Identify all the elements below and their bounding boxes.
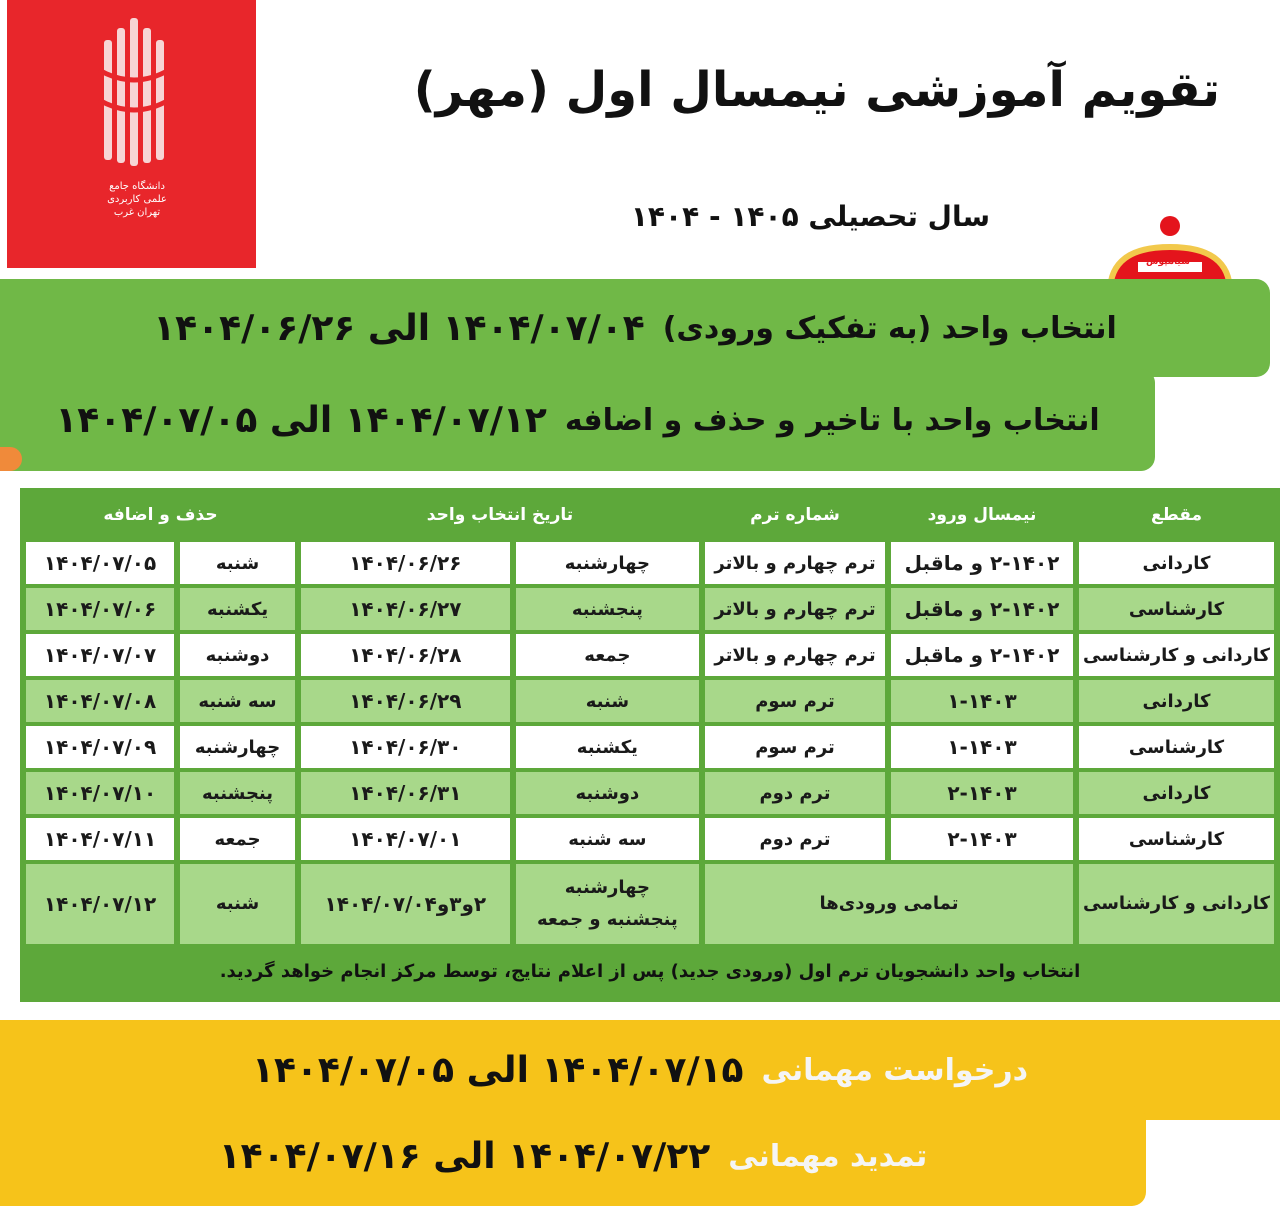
table-row: [26, 818, 1274, 860]
cell-selection-day: دوشنبه: [516, 772, 699, 814]
table-row: [26, 634, 1274, 676]
cell-level: کاردانی: [1079, 542, 1274, 584]
course-selection-banner: [0, 279, 1270, 377]
cell-level: کارشناسی: [1079, 818, 1274, 860]
guest-request-label: درخواست مهمانی: [761, 1052, 1028, 1088]
university-emblem-icon: [7, 0, 256, 268]
cell-add-drop-day: یکشنبه: [180, 588, 295, 630]
cell-selection-date: ۱۴۰۴/۰۶/۲۹: [301, 680, 510, 722]
cell-entry: ۲-۱۴۰۲ و ماقبل: [891, 634, 1073, 676]
new-students-note: انتخاب واحد دانشجویان ترم اول (ورودی جدید) پس از اعلام نتایج، توسط مرکز انجام خواهد گردید.: [219, 961, 1081, 982]
cell-level: کارشناسی: [1079, 588, 1274, 630]
page-title: تقویم آموزشی نیمسال اول (مهر): [413, 62, 1220, 118]
guest-extension-dates: ۱۴۰۴/۰۷/۲۲ الی ۱۴۰۴/۰۷/۱۶: [218, 1135, 711, 1177]
guest-extension-label: تمدید مهمانی: [728, 1138, 928, 1174]
course-selection-label: انتخاب واحد (به تفکیک ورودی): [662, 310, 1117, 346]
cell-add-drop-date: ۱۴۰۴/۰۷/۰۸: [26, 680, 174, 722]
cell-level: کارشناسی: [1079, 726, 1274, 768]
late-selection-dates: ۱۴۰۴/۰۷/۱۲ الی ۱۴۰۴/۰۷/۰۵: [55, 399, 547, 441]
late-selection-label: انتخاب واحد با تاخیر و حذف و اضافه: [564, 402, 1100, 438]
cell-add-drop-day: شنبه: [180, 542, 295, 584]
cell-add-drop-day: چهارشنبه: [180, 726, 295, 768]
table-row: [26, 542, 1274, 584]
header-selection-date: تاریخ انتخاب واحد: [426, 505, 574, 525]
university-name: دانشگاه جامع علمی کاربردی تهران غرب: [107, 181, 167, 218]
cell-entry-term: تمامی ورودی‌ها: [705, 864, 1073, 944]
cell-add-drop-date: ۱۴۰۴/۰۷/۰۵: [26, 542, 174, 584]
guest-request-dates: ۱۴۰۴/۰۷/۱۵ الی ۱۴۰۴/۰۷/۰۵: [252, 1049, 744, 1091]
cell-add-drop-date: ۱۴۰۴/۰۷/۰۶: [26, 588, 174, 630]
cell-add-drop-date: ۱۴۰۴/۰۷/۰۷: [26, 634, 174, 676]
cell-term: ترم سوم: [705, 726, 885, 768]
header-level: مقطع: [1151, 505, 1202, 525]
cell-add-drop-date: ۱۴۰۴/۰۷/۱۲: [26, 864, 174, 944]
cell-add-drop-day: پنجشنبه: [180, 772, 295, 814]
guest-request-banner: [0, 1020, 1280, 1120]
cell-term: ترم چهارم و بالاتر: [705, 542, 885, 584]
cell-entry: ۱-۱۴۰۳: [891, 726, 1073, 768]
cell-entry: ۲-۱۴۰۳: [891, 818, 1073, 860]
selection-day-line2: پنجشنبه و جمعه: [536, 909, 678, 930]
cell-term: ترم دوم: [705, 772, 885, 814]
cell-level: کاردانی و کارشناسی: [1079, 864, 1274, 944]
cell-add-drop-day: دوشنبه: [180, 634, 295, 676]
selection-day-line1: چهارشنبه: [564, 877, 651, 898]
cell-selection-date: ۱۴۰۴/۰۷/۰۱: [301, 818, 510, 860]
table-row: [26, 772, 1274, 814]
table-row-all-entries: [26, 864, 1274, 944]
cell-selection-day: یکشنبه: [516, 726, 699, 768]
cell-term: ترم چهارم و بالاتر: [705, 634, 885, 676]
cell-selection-date: ۲و۳و۱۴۰۴/۰۷/۰۴: [301, 864, 510, 944]
cell-level: کاردانی و کارشناسی: [1079, 634, 1274, 676]
cell-selection-date: ۱۴۰۴/۰۶/۲۸: [301, 634, 510, 676]
cell-add-drop-date: ۱۴۰۴/۰۷/۱۰: [26, 772, 174, 814]
cell-term: ترم سوم: [705, 680, 885, 722]
cell-entry: ۲-۱۴۰۲ و ماقبل: [891, 588, 1073, 630]
header-term: شماره ترم: [750, 505, 840, 525]
guest-extension-banner: [0, 1106, 1146, 1206]
cell-selection-day: [516, 864, 699, 944]
table-row: [26, 680, 1274, 722]
course-selection-dates: ۱۴۰۴/۰۷/۰۴ الی ۱۴۰۴/۰۶/۲۶: [153, 307, 645, 349]
academic-year: سال تحصیلی ۱۴۰۵ - ۱۴۰۴: [630, 200, 990, 233]
table-row: [26, 588, 1274, 630]
cell-selection-day: سه شنبه: [516, 818, 699, 860]
cell-selection-day: شنبه: [516, 680, 699, 722]
cell-selection-day: جمعه: [516, 634, 699, 676]
cell-add-drop-day: سه شنبه: [180, 680, 295, 722]
cell-add-drop-day: شنبه: [180, 864, 295, 944]
schedule-table: [20, 488, 1280, 948]
schedule-table-container: [20, 488, 1280, 1002]
cell-selection-date: ۱۴۰۴/۰۶/۳۱: [301, 772, 510, 814]
cell-term: ترم چهارم و بالاتر: [705, 588, 885, 630]
cell-selection-date: ۱۴۰۴/۰۶/۳۰: [301, 726, 510, 768]
cell-level: کاردانی: [1079, 680, 1274, 722]
cell-selection-date: ۱۴۰۴/۰۶/۲۶: [301, 542, 510, 584]
late-selection-banner: [0, 369, 1155, 471]
cell-entry: ۲-۱۴۰۲ و ماقبل: [891, 542, 1073, 584]
table-row: [26, 726, 1274, 768]
cell-add-drop-date: ۱۴۰۴/۰۷/۰۹: [26, 726, 174, 768]
cell-add-drop-day: جمعه: [180, 818, 295, 860]
cell-entry: ۲-۱۴۰۳: [891, 772, 1073, 814]
cell-selection-date: ۱۴۰۴/۰۶/۲۷: [301, 588, 510, 630]
cell-term: ترم دوم: [705, 818, 885, 860]
cell-add-drop-date: ۱۴۰۴/۰۷/۱۱: [26, 818, 174, 860]
badge-name: سیاهپوش: [1146, 257, 1190, 267]
header-add-drop: حذف و اضافه: [103, 505, 218, 525]
cell-selection-day: پنجشنبه: [516, 588, 699, 630]
cell-entry: ۱-۱۴۰۳: [891, 680, 1073, 722]
university-logo: [7, 0, 256, 268]
cell-level: کاردانی: [1079, 772, 1274, 814]
cell-selection-day: چهارشنبه: [516, 542, 699, 584]
header-entry: نیمسال ورود: [927, 505, 1037, 525]
